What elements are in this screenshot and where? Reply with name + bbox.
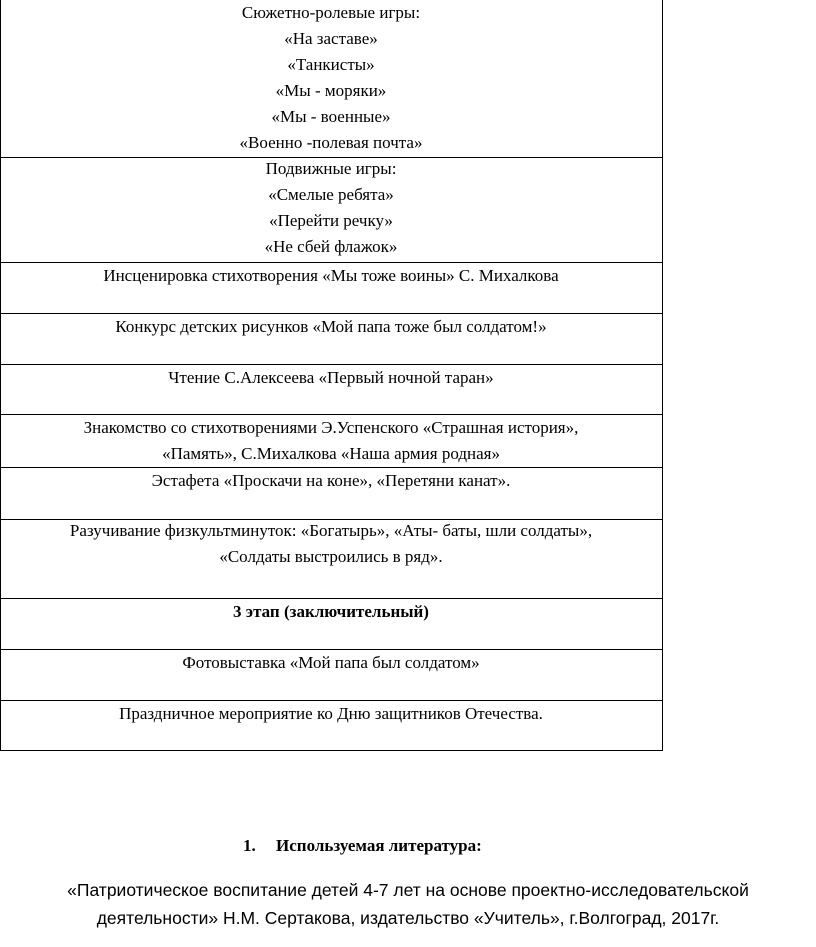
- row-line: «Память», С.Михалкова «Наша армия родная»: [162, 444, 500, 463]
- row-line: Конкурс детских рисунков «Мой папа тоже был солдатом!»: [115, 317, 547, 336]
- row-line: Подвижные игры:: [265, 159, 397, 178]
- row-line: «На заставе»: [284, 29, 378, 48]
- row-line: Праздничное мероприятие ко Дню защитников Отечества.: [119, 704, 543, 723]
- table-row-outdoor-games: [0, 156, 662, 260]
- reference-line: деятельности» Н.М. Сертакова, издательство «Учитель», г.Волгоград, 2017г.: [96, 908, 720, 928]
- table-row-role-play-games: [0, 0, 662, 156]
- row-line: «Не сбей флажок»: [264, 237, 398, 256]
- row-line: «Военно -полевая почта»: [239, 133, 423, 152]
- table-bottom-border: [0, 750, 662, 751]
- row-line: «Смелые ребята»: [268, 185, 394, 204]
- table-row-relay: [0, 468, 662, 494]
- row-line: 3 этап (заключительный): [233, 602, 429, 621]
- literature-number: 1.: [243, 836, 256, 855]
- row-line: Чтение С.Алексеева «Первый ночной таран»: [168, 368, 494, 387]
- row-line: «Перейти речку»: [269, 211, 393, 230]
- table-column-divider: [662, 0, 663, 751]
- row-line: «Танкисты»: [287, 55, 375, 74]
- literature-reference: [0, 876, 816, 932]
- row-line: Сюжетно-ролевые игры:: [241, 3, 421, 22]
- row-line: Знакомство со стихотворениями Э.Успенского «Страшная история»,: [83, 418, 579, 437]
- table-row-staging: [0, 263, 662, 289]
- row-line: Эстафета «Проскачи на коне», «Перетяни канат».: [151, 471, 511, 490]
- row-line: Фотовыставка «Мой папа был солдатом»: [182, 653, 480, 672]
- row-line: «Мы - военные»: [271, 107, 391, 126]
- reference-line: «Патриотическое воспитание детей 4-7 лет на основе проектно-исследовательской: [67, 880, 749, 900]
- table-row-holiday-event: [0, 701, 662, 727]
- table-row-photo-exhibition: [0, 650, 662, 676]
- table-row-drawing-contest: [0, 314, 662, 340]
- row-line: «Солдаты выстроились в ряд».: [219, 547, 443, 566]
- table-row-reading: [0, 365, 662, 391]
- table-row-exercises: [0, 518, 662, 570]
- row-line: Разучивание физкультминуток: «Богатырь», «Аты- баты, шли солдаты»,: [69, 521, 593, 540]
- table-row-stage-3-heading: [0, 599, 662, 625]
- table-row-poems: [0, 415, 662, 467]
- row-line: «Мы - моряки»: [275, 81, 387, 100]
- row-line: Инсценировка стихотворения «Мы тоже воины» С. Михалкова: [103, 266, 559, 285]
- literature-title: Используемая литература:: [276, 836, 482, 855]
